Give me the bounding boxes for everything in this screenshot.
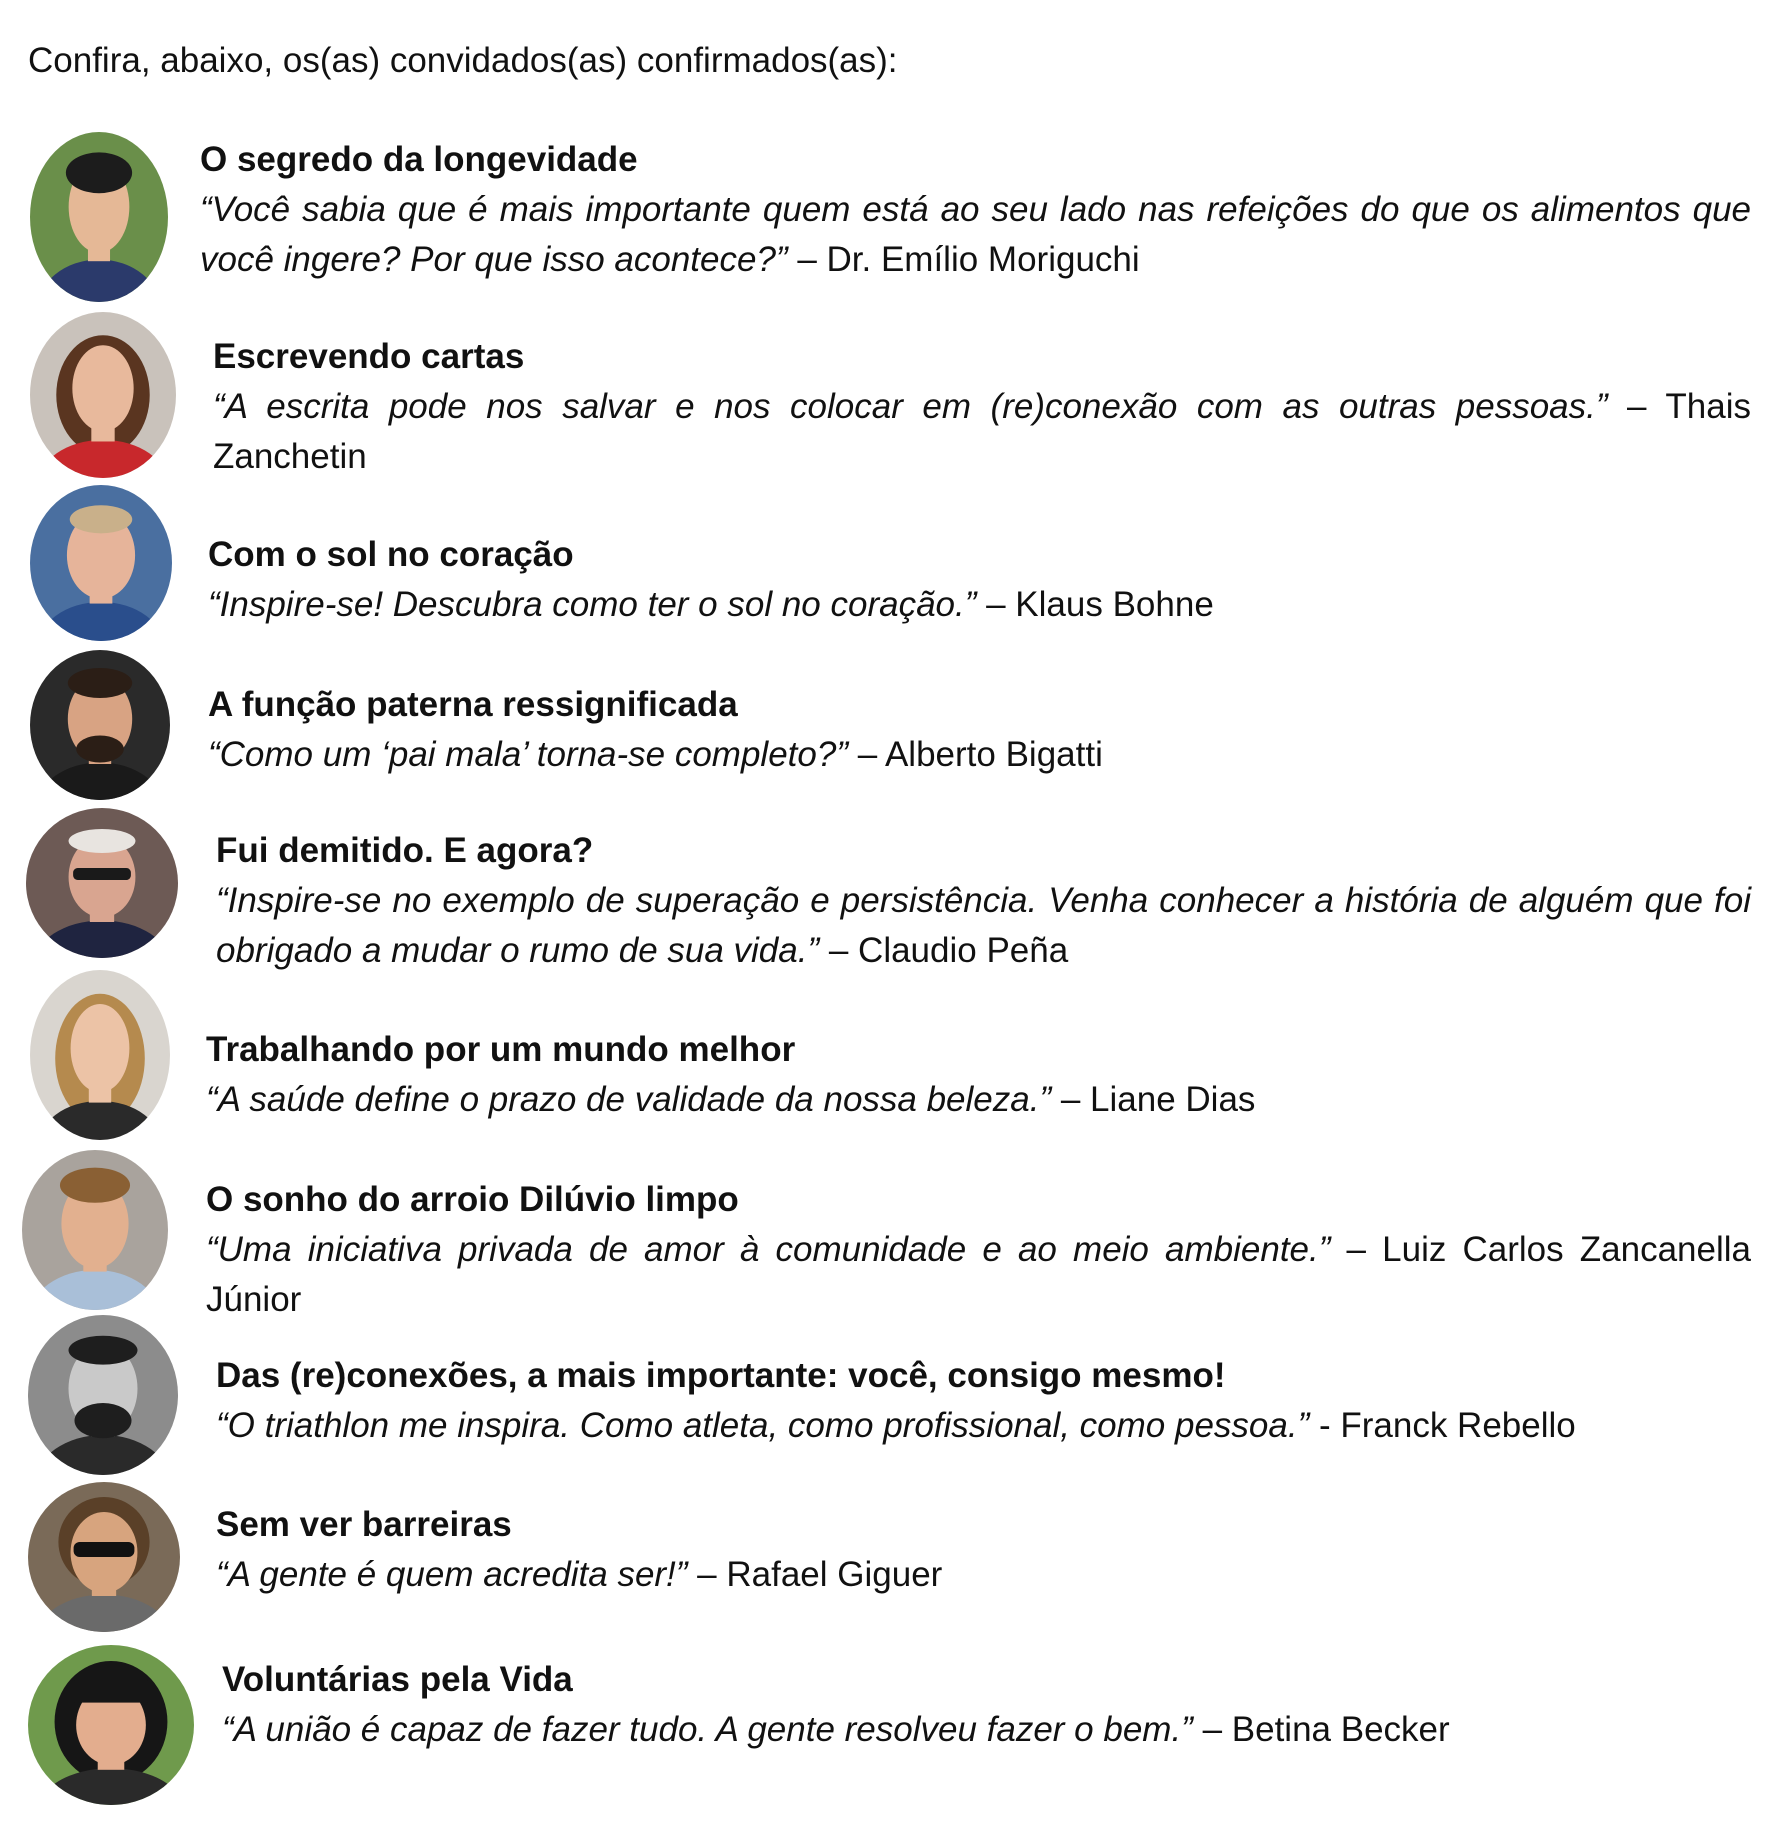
guest-description: [208, 730, 1751, 780]
avatar: [30, 650, 170, 800]
guest-quote: “Como um ‘pai mala’ torna-se completo?”: [208, 735, 848, 774]
portrait-icon: [30, 485, 172, 641]
guest-description: [206, 1075, 1751, 1125]
guest-title: A função paterna ressignificada: [208, 685, 738, 724]
guest-author: – Klaus Bohne: [976, 585, 1214, 624]
guest-description: [206, 1225, 1751, 1325]
avatar: [30, 970, 170, 1140]
guest-description: [208, 580, 1751, 630]
guest-title: Voluntárias pela Vida: [222, 1660, 573, 1699]
guest-author: – Rafael Giguer: [687, 1555, 943, 1594]
guest-title: Fui demitido. E agora?: [216, 831, 594, 870]
guest-author: – Luiz Carlos Zancanella Júnior: [206, 1230, 1751, 1319]
portrait-icon: [28, 1482, 180, 1632]
guest-description: [216, 1550, 1751, 1600]
guest-quote: “A gente é quem acredita ser!”: [216, 1555, 688, 1594]
guest-title: Escrevendo cartas: [213, 337, 525, 376]
guest-title: Sem ver barreiras: [216, 1505, 512, 1544]
guest-description: [213, 382, 1751, 482]
avatar: [28, 1315, 178, 1475]
guest-description: [216, 876, 1751, 976]
guest-quote: “A saúde define o prazo de validade da nossa beleza.”: [206, 1080, 1052, 1119]
portrait-icon: [30, 970, 170, 1140]
guest-title: Com o sol no coração: [208, 535, 574, 574]
avatar: [26, 808, 178, 958]
avatar: [30, 312, 176, 478]
guest-quote: “O triathlon me inspira. Como atleta, como profissional, como pessoa.”: [216, 1406, 1310, 1445]
avatar: [30, 132, 168, 302]
guest-author: – Betina Becker: [1192, 1710, 1450, 1749]
avatar: [28, 1482, 180, 1632]
guest-author: – Alberto Bigatti: [847, 735, 1103, 774]
guest-quote: “A escrita pode nos salvar e nos colocar em (re)conexão com as outras pessoas.”: [213, 387, 1608, 426]
avatar: [22, 1150, 168, 1310]
guest-author: – Liane Dias: [1051, 1080, 1256, 1119]
guest-title: O segredo da longevidade: [200, 140, 638, 179]
guest-quote: “Inspire-se! Descubra como ter o sol no coração.”: [208, 585, 977, 624]
guest-author: – Claudio Peña: [819, 931, 1069, 970]
portrait-icon: [30, 312, 176, 478]
guest-title: Das (re)conexões, a mais importante: você, consigo mesmo!: [216, 1356, 1226, 1395]
guest-quote: “Você sabia que é mais importante quem está ao seu lado nas refeições do que os alimentos que você ingere? Por que isso acontece?”: [200, 190, 1751, 279]
portrait-icon: [28, 1315, 178, 1475]
portrait-icon: [28, 1645, 194, 1805]
guest-description: [216, 1401, 1751, 1451]
guest-title: Trabalhando por um mundo melhor: [206, 1030, 796, 1069]
guest-author: – Dr. Emílio Moriguchi: [787, 240, 1140, 279]
guest-author: – Thais Zanchetin: [213, 387, 1751, 476]
guest-quote: “A união é capaz de fazer tudo. A gente resolveu fazer o bem.”: [222, 1710, 1193, 1749]
guest-quote: “Inspire-se no exemplo de superação e persistência. Venha conhecer a história de alguém que foi obrigado a mudar o rumo de sua vida.”: [216, 881, 1751, 970]
avatar: [30, 485, 172, 641]
guest-description: [222, 1705, 1751, 1755]
guest-quote: “Uma iniciativa privada de amor à comunidade e ao meio ambiente.”: [206, 1230, 1331, 1269]
avatar: [28, 1645, 194, 1805]
portrait-icon: [30, 650, 170, 800]
portrait-icon: [26, 808, 178, 958]
intro-text: Confira, abaixo, os(as) convidados(as) confirmados(as):: [28, 41, 898, 80]
guest-description: [200, 185, 1751, 285]
guest-author: - Franck Rebello: [1309, 1406, 1576, 1445]
portrait-icon: [30, 132, 168, 302]
guest-title: O sonho do arroio Dilúvio limpo: [206, 1180, 739, 1219]
portrait-icon: [22, 1150, 168, 1310]
